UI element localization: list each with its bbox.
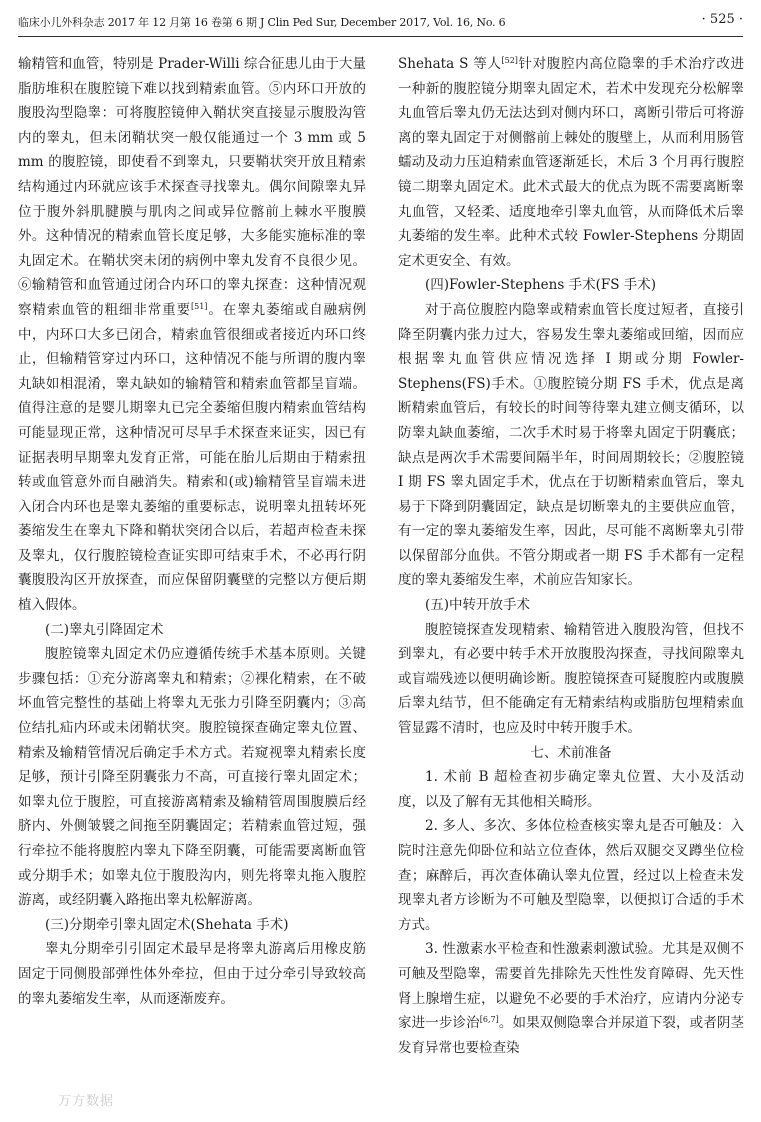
paragraph: 睾丸分期牵引引固定术最早是将睾丸游离后用橡皮筋固定于同侧股部弹性体外牵拉，但由于过分牵引导致较高的睾丸萎缩发生率，从而逐渐废弃。	[18, 941, 366, 1007]
section-heading: (二)睾丸引降固定术	[45, 621, 164, 638]
paragraph: 输精管和血管，特别是 Prader-Willi 综合征患儿由于大量脂肪堆积在腹腔镜下难以找到精索血管。⑤内环口开放的腹股沟型隐睾：可将腹腔镜伸入鞘状突直接显示腹股沟管内的睾丸，但未闭鞘状突一般仅能通过一个 3 mm 或 5 mm 的腹腔镜，即使看不到睾丸，只要鞘状突开放且精索结构通过内环就应该手术探查寻找睾丸。偶尔间隙睾丸异位于腹外斜肌腱膜与肌肉之间或异位髂前上棘水平腹膜外。这种情况的精索血管长度足够，大多能实施标准的睾丸固定术。在鞘状突未闭的病例中睾丸发育不良很少见。⑥输精管和血管通过闭合内环口的睾丸探查：这种情况观察精索血管的粗细非常重要[51]。在睾丸萎缩或自融病例中，内环口大多已闭合，精索血管很细或者接近内环口终止，但输精管穿过内环口，这种情况不能与所谓的腹内睾丸缺如相混淆，睾丸缺如的输精管和精索血管都呈盲端。值得注意的是婴儿期睾丸已完全萎缩但腹内精索血管结构可能显现正常，这种情况可尽早手术探查来证实，因已有证据表明早期睾丸发育正常，可能在胎儿后期由于精索扭转或血管意外而自融消失。精索和(或)输精管呈盲端未进入闭合内环也是睾丸萎缩的重要标志，说明睾丸扭转坏死萎缩发生在睾丸下降和鞘状突闭合以后，若超声检查未探及睾丸，仅行腹腔镜检查证实即可结束手术，不必再行阴囊腹股沟区开放探查，而应保留阴囊壁的完整以方便后期植入假体。	[18, 56, 367, 614]
right-column	[398, 52, 744, 1060]
paragraph: 对于高位腹腔内隐睾或精索血管长度过短者，直接引降至阴囊内张力过大，容易发生睾丸萎缩或回缩，因而应根据睾丸血管供应情况选择 I 期或分期 Fowler-Stephens(FS)手术。①腹腔镜分期 FS 手术，优点是离断精索血管后，有较长的时间等待睾丸建立侧支循环，以防睾丸缺血萎缩，二次手术时易于将睾丸固定于阴囊底；缺点是两次手术需要间隔半年，时间周期较长；②腹腔镜 I 期 FS 睾丸固定手术，优点在于切断精索血管后，睾丸易于下降到阴囊固定，缺点是切断睾丸的主要供应血管，有一定的睾丸萎缩发生率，因此，尽可能不离断睾丸引带以保留部分血供。不管分期或者一期 FS 手术都有一定程度的睾丸萎缩发生率，术前应告知家长。	[398, 301, 744, 589]
left-column	[18, 52, 366, 1011]
citation[interactable]: [6,7]	[479, 1015, 499, 1025]
citation[interactable]: [52]	[501, 56, 518, 65]
paragraph: 腹腔镜睾丸固定术仍应遵循传统手术基本原则。关键步骤包括：①充分游离睾丸和精索；②裸化精索，在不破坏血管完整性的基础上将睾丸无张力引降至阴囊内；③高位结扎疝内环或未闭鞘状突。腹腔镜探查确定睾丸位置、精索及输精管情况后确定手术方式。若窥视睾丸精索长度足够，预计引降至阴囊张力不高，可直接行睾丸固定术；如睾丸位于腹腔，可直接游离精索及输精管周围腹膜后经脐内、外侧皱襞之间拖至阴囊固定；若精索血管过短，强行牵拉不能将腹腔内睾丸下降至阴囊，可能需要离断血管或分期手术；如睾丸位于腹股沟内，则先将睾丸拖入腹腔游离，或经阴囊入路拖出睾丸松解游离。	[18, 646, 366, 909]
paragraph: 2. 多人、多次、多体位检查核实睾丸是否可触及：入院时注意先仰卧位和站立位查体，然后双腿交叉蹲坐位检查；麻醉后，再次查体确认睾丸位置，经过以上检查未发现睾丸者方诊断为不可触及型隐睾，以便拟订合适的手术方式。	[398, 818, 744, 933]
paragraph: 3. 性激素水平检查和性激素刺激试验。尤其是双侧不可触及型隐睾，需要首先排除先天性性发育障碍、先天性肾上腺增生症，以避免不必要的手术治疗，应请内分泌专家进一步诊治[6,7]。如果双侧隐睾合并尿道下裂，或者阴茎发育异常也要检查染	[398, 941, 745, 1056]
citation[interactable]: [51]	[191, 301, 208, 311]
running-head	[18, 6, 743, 37]
paragraph: 1. 术前 B 超检查初步确定睾丸位置、大小及活动度，以及了解有无其他相关畸形。	[398, 769, 744, 810]
paragraph: 腹腔镜探查发现精索、输精管进入腹股沟管，但找不到睾丸，有必要中转手术开放腹股沟探查，寻找间隙睾丸或盲端残迹以便明确诊断。腹腔镜探查可疑腹腔内或腹膜后睾丸结节，但不能确定有无精索结构或脂肪包埋精索血管显露不清时，也应及时中转开腹手术。	[398, 621, 744, 737]
paragraph: Shehata S 等人[52]针对腹腔内高位隐睾的手术治疗改进一种新的腹腔镜分期睾丸固定术，若术中发现充分松解睾丸血管后睾丸仍无法达到对侧内环口，离断引带后可将游离的睾丸固定于对侧髂前上棘处的腹壁上，从而利用肠管蠕动及动力压迫精索血管逐渐延长，术后 3 个月再行腹腔镜二期睾丸固定术。此术式最大的优点为既不需要离断睾丸血管，又轻柔、适度地牵引睾丸血管，从而降低术后睾丸萎缩的发生率。此种术式较 Fowler-Stephens 分期固定术更安全、有效。	[398, 56, 744, 269]
section-heading: (五)中转开放手术	[425, 597, 531, 614]
watermark: 万方数据	[58, 1094, 115, 1109]
chapter-heading: 七、术前准备	[530, 744, 612, 761]
section-heading: (四)Fowler-Stephens 手术(FS 手术)	[425, 277, 657, 294]
journal-citation: 临床小儿外科杂志 2017 年 12 月第 16 卷第 6 期 J Clin Ped Sur, December 2017, Vol. 16, No. 6	[18, 16, 506, 29]
page-number: · 525 ·	[701, 12, 743, 27]
section-heading: (三)分期牵引睾丸固定术(Shehata 手术)	[45, 916, 289, 933]
